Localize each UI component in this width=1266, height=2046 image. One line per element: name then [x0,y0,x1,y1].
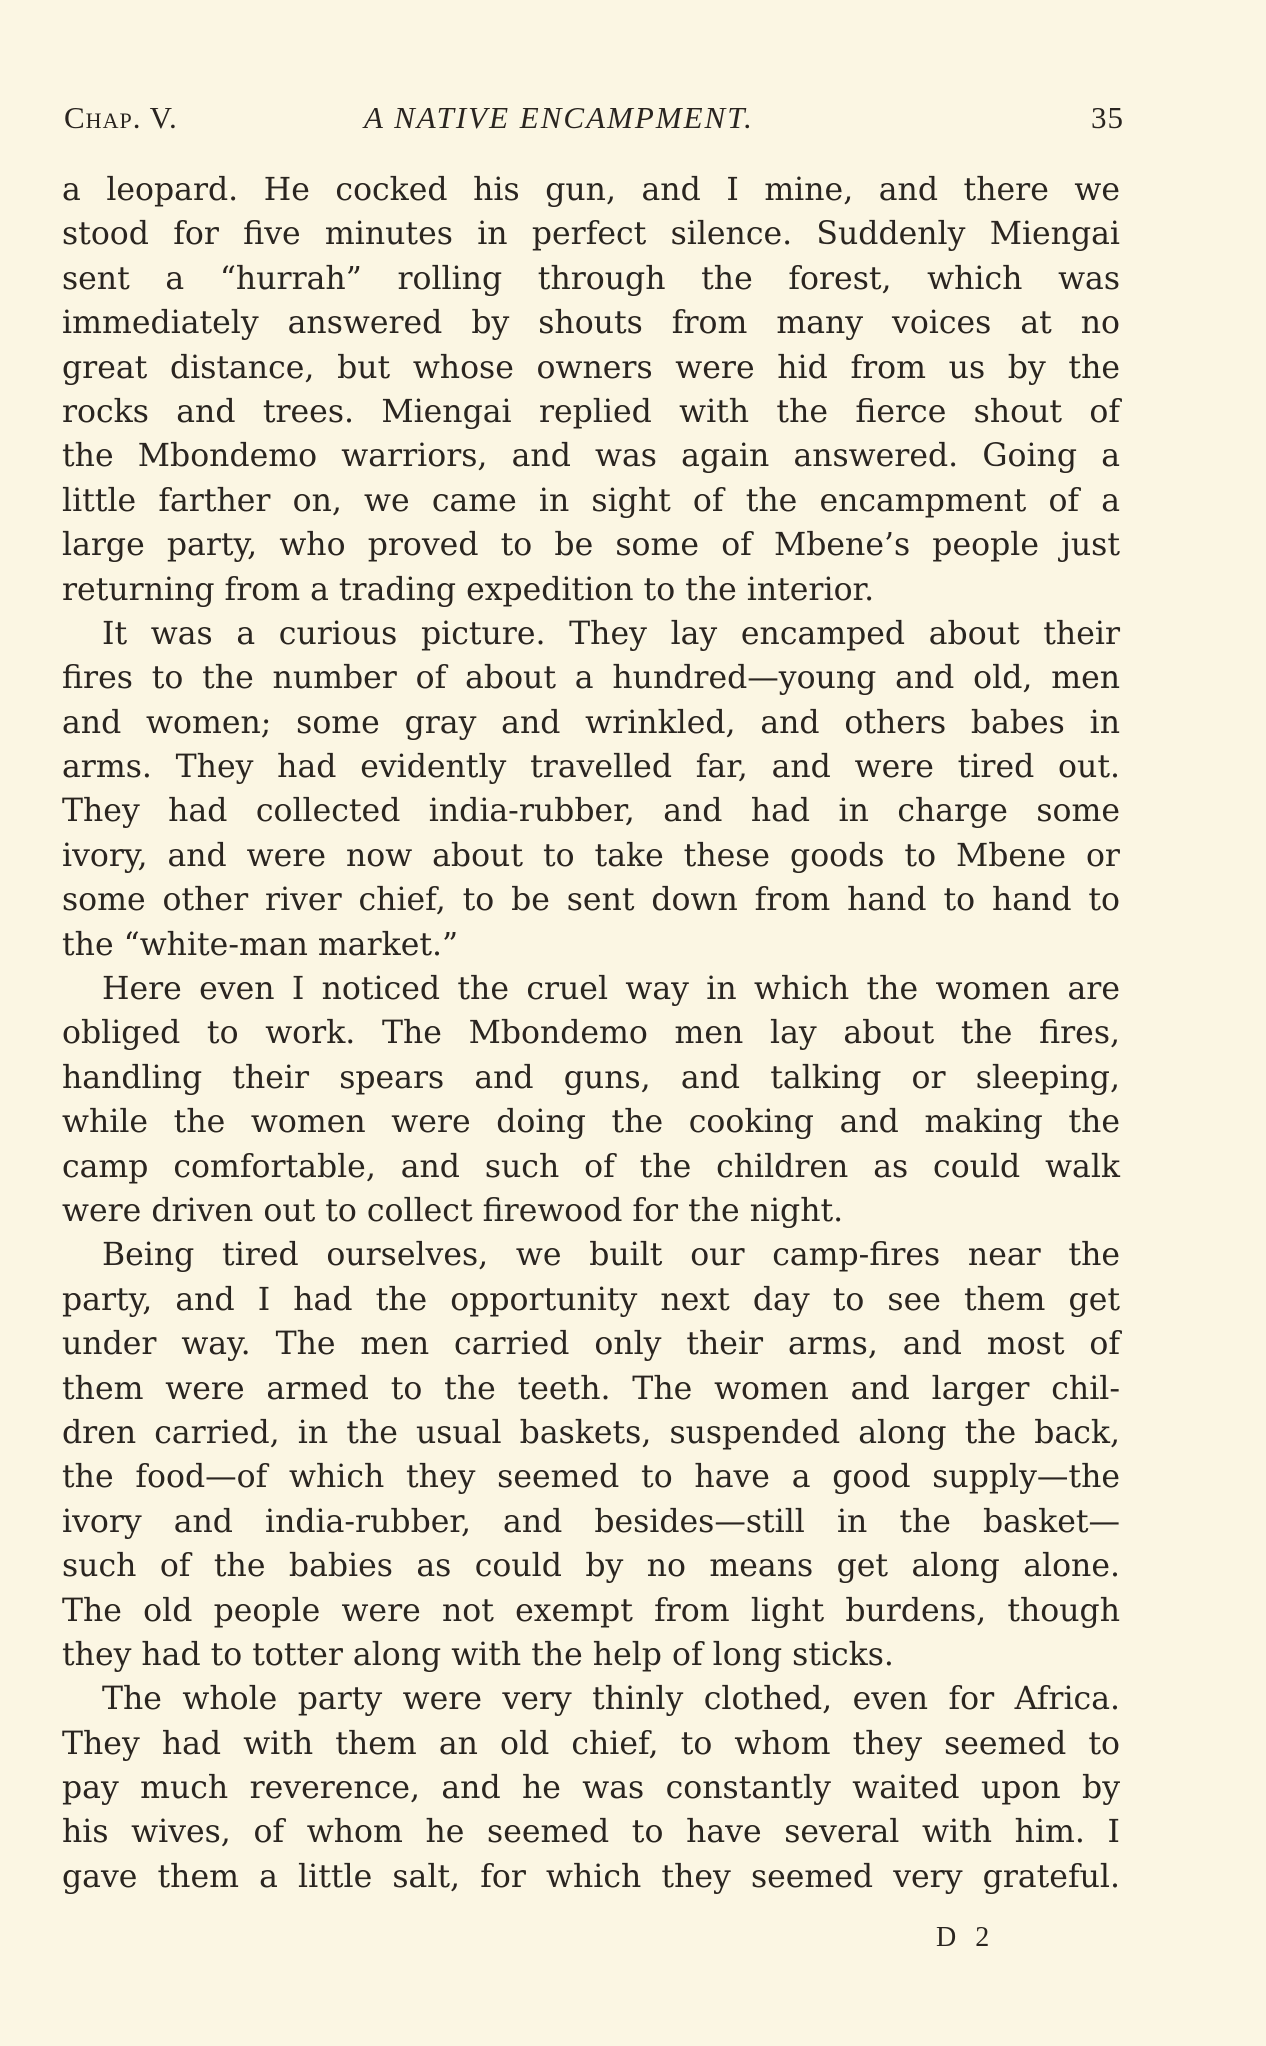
text-line: obliged to work. The Mbondemo men lay about the fires, [62,1015,1120,1052]
text-line: little farther on, we came in sight of the encampment of a [62,482,1120,519]
body-text [62,168,1120,1899]
text-line: immediately answered by shouts from many voices at no [62,305,1120,342]
text-line: arms. They had evidently travelled far, and were tired out. [62,749,1120,786]
text-line: pay much reverence, and he was constantly waited upon by [62,1770,1120,1807]
text-line: fires to the number of about a hundred—young and old, men [62,660,1120,697]
running-head [64,100,1124,144]
text-line: large party, who proved to be some of Mbene’s people just [62,527,1120,564]
text-line: dren carried, in the usual baskets, suspended along the back, [62,1414,1120,1451]
signature-mark: D 2 [936,1922,996,1953]
text-line: ivory, and were now about to take these goods to Mbene or [62,837,1120,874]
chapter-title: A NATIVE ENCAMPMENT. [364,100,754,135]
text-line: the food—of which they seemed to have a good supply—the [62,1459,1120,1496]
text-line: such of the babies as could by no means get along alone. [62,1548,1120,1585]
text-line: The old people were not exempt from light burdens, though [62,1592,1120,1629]
text-line: gave them a little salt, for which they seemed very grateful. [62,1858,1120,1895]
text-line: It was a curious picture. They lay encamped about their [102,615,1120,652]
text-line: They had collected india-rubber, and had in charge some [62,793,1120,830]
text-line: party, and I had the opportunity next day to see them get [62,1281,1120,1318]
text-line: the “white-man market.” [62,926,459,963]
text-line: stood for five minutes in perfect silence. Suddenly Miengai [62,216,1120,253]
text-line: they had to totter along with the help of long sticks. [62,1636,894,1673]
text-line: were driven out to collect firewood for the night. [62,1192,844,1229]
text-line: camp comfortable, and such of the children as could walk [62,1148,1120,1185]
text-line: some other river chief, to be sent down from hand to hand to [62,882,1120,919]
text-line: great distance, but whose owners were hid from us by the [62,349,1120,386]
text-line: rocks and trees. Miengai replied with the fierce shout of [62,393,1120,430]
text-line: them were armed to the teeth. The women and larger chil- [62,1370,1120,1407]
text-line: Being tired ourselves, we built our camp-fires near the [102,1237,1120,1274]
text-line: Here even I noticed the cruel way in which the women are [102,971,1120,1008]
chapter-label: Chap. V. [64,100,178,135]
text-line: under way. The men carried only their arms, and most of [62,1326,1120,1363]
text-line: sent a “hurrah” rolling through the forest, which was [62,260,1120,297]
page-number: 35 [1091,100,1124,135]
text-line: the Mbondemo warriors, and was again answered. Going a [62,438,1120,475]
text-line: while the women were doing the cooking and making the [62,1104,1120,1141]
text-line: The whole party were very thinly clothed, even for Africa. [102,1681,1120,1718]
text-line: and women; some gray and wrinkled, and others babes in [62,704,1120,741]
text-line: ivory and india-rubber, and besides—still in the basket— [62,1503,1120,1540]
text-line: They had with them an old chief, to whom they seemed to [62,1725,1120,1762]
text-line: returning from a trading expedition to the interior. [62,571,875,608]
text-line: his wives, of whom he seemed to have several with him. I [62,1814,1120,1851]
text-line: handling their spears and guns, and talking or sleeping, [62,1059,1120,1096]
text-line: a leopard. He cocked his gun, and I mine, and there we [62,172,1120,208]
